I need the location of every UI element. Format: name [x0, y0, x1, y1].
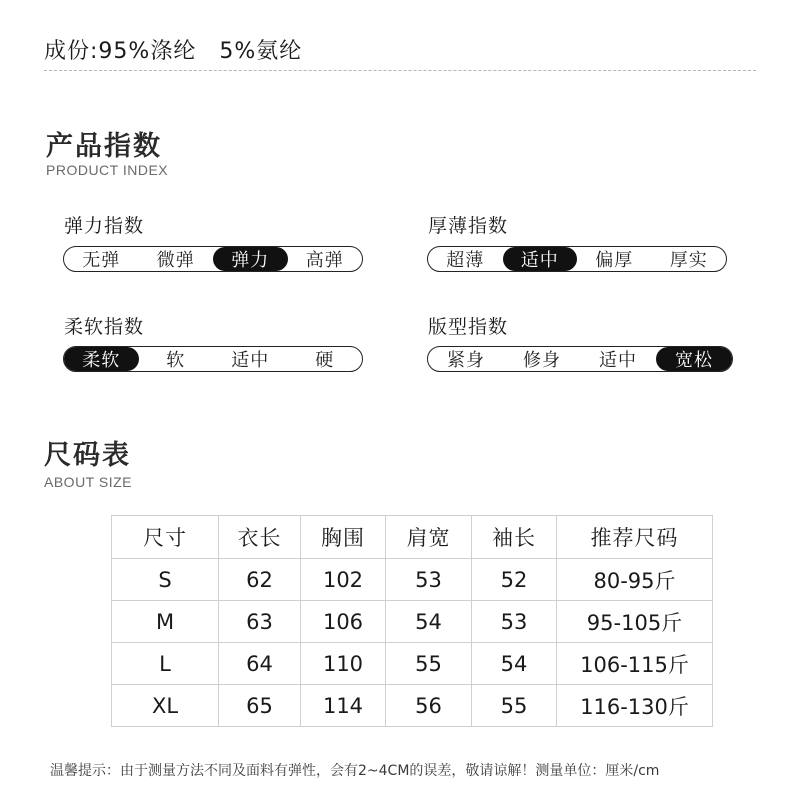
thickness-scale — [427, 246, 727, 272]
table-row — [112, 685, 713, 727]
table-cell: 65 — [219, 685, 301, 727]
table-cell: 56 — [386, 685, 472, 727]
composition-value: 95%涤纶 5%氨纶 — [98, 39, 303, 64]
size-chart-title: 尺码表 — [44, 440, 131, 471]
table-cell: 52 — [472, 559, 557, 601]
table-cell: 64 — [219, 643, 301, 685]
scale-option: 适中 — [599, 350, 637, 371]
scale-option: 微弹 — [156, 250, 195, 271]
scale-option: 厚实 — [669, 250, 708, 271]
product-index-subtitle: PRODUCT INDEX — [46, 162, 169, 178]
table-header-row — [112, 516, 713, 559]
table-row — [112, 559, 713, 601]
size-cell: XL — [112, 685, 219, 727]
header-cell: 袖长 — [472, 516, 557, 559]
header-cell: 尺寸 — [112, 516, 219, 559]
header-cell: 胸围 — [301, 516, 386, 559]
header-cell: 肩宽 — [386, 516, 472, 559]
table-cell: 55 — [472, 685, 557, 727]
thickness-label: 厚薄指数 — [428, 215, 509, 237]
table-cell: 53 — [386, 559, 472, 601]
scale-option: 软 — [166, 350, 186, 371]
size-cell: L — [112, 643, 219, 685]
table-cell: 53 — [472, 601, 557, 643]
table-cell: 106-115斤 — [557, 643, 713, 685]
table-cell: 55 — [386, 643, 472, 685]
measurement-note: 温馨提示：由于测量方法不同及面料有弹性，会有2~4CM的误差，敬请谅解！测量单位：厘米/cm — [50, 763, 660, 779]
product-index-title: 产品指数 — [46, 131, 162, 162]
scale-option: 高弹 — [305, 250, 344, 271]
fit-label: 版型指数 — [428, 316, 509, 338]
header-cell: 衣长 — [219, 516, 301, 559]
fit-scale — [427, 346, 733, 372]
size-chart-subtitle: ABOUT SIZE — [44, 474, 132, 490]
softness-label: 柔软指数 — [64, 316, 145, 338]
scale-option: 宽松 — [656, 347, 732, 371]
table-cell: 80-95斤 — [557, 559, 713, 601]
table-cell: 54 — [472, 643, 557, 685]
elasticity-label: 弹力指数 — [64, 215, 145, 237]
table-cell: 106 — [301, 601, 386, 643]
scale-option: 超薄 — [446, 250, 485, 271]
composition-label: 成份: — [44, 39, 99, 64]
table-cell: 110 — [301, 643, 386, 685]
table-cell: 116-130斤 — [557, 685, 713, 727]
table-cell: 62 — [219, 559, 301, 601]
size-table — [111, 515, 713, 727]
scale-option: 修身 — [523, 350, 561, 371]
scale-option: 紧身 — [447, 350, 485, 371]
table-row — [112, 601, 713, 643]
table-cell: 102 — [301, 559, 386, 601]
size-cell: M — [112, 601, 219, 643]
scale-option: 无弹 — [82, 250, 121, 271]
scale-option: 弹力 — [213, 247, 288, 271]
table-row — [112, 643, 713, 685]
dashed-divider — [44, 70, 756, 71]
table-cell: 54 — [386, 601, 472, 643]
elasticity-scale — [63, 246, 363, 272]
scale-option: 偏厚 — [595, 250, 634, 271]
table-cell: 114 — [301, 685, 386, 727]
header-cell: 推荐尺码 — [557, 516, 713, 559]
softness-scale — [63, 346, 363, 372]
size-cell: S — [112, 559, 219, 601]
scale-option: 适中 — [503, 247, 578, 271]
scale-option: 柔软 — [64, 347, 139, 371]
table-cell: 63 — [219, 601, 301, 643]
table-cell: 95-105斤 — [557, 601, 713, 643]
scale-option: 适中 — [231, 350, 270, 371]
composition-line — [44, 34, 302, 65]
scale-option: 硬 — [315, 350, 335, 371]
